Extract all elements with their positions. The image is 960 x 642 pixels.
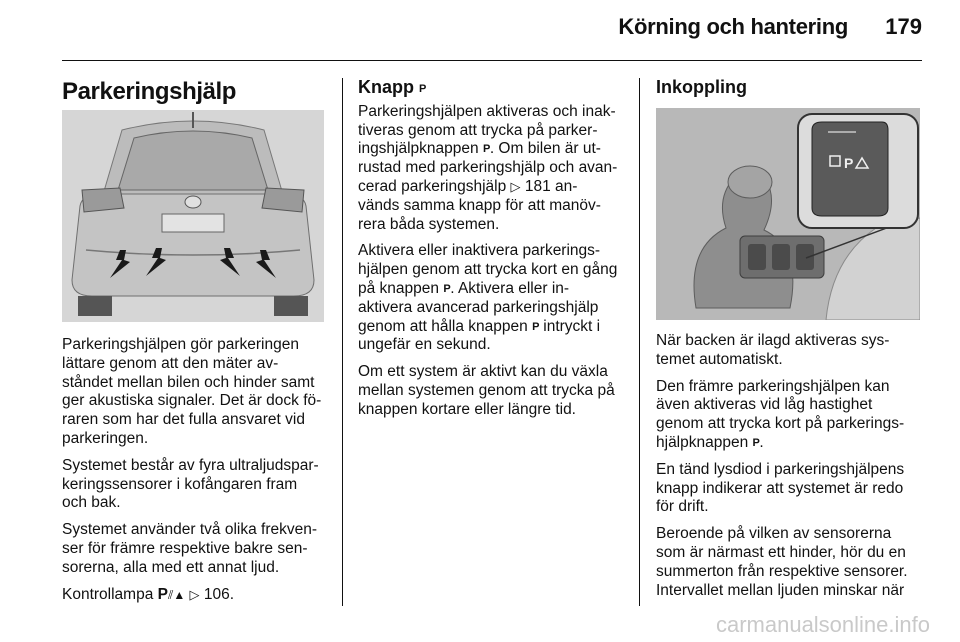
page-reference: 106. bbox=[203, 585, 235, 603]
text-span: . bbox=[759, 433, 764, 451]
page-heading: Parkeringshjälp bbox=[62, 78, 237, 105]
text-span: Parkeringshjälpen aktiveras och inak-tiveras genom att trycka på parker-ingshjälpknappen bbox=[358, 102, 616, 158]
lamp-label: Kontrollampa bbox=[62, 585, 154, 603]
paragraph: En tänd lysdiod i parkeringshjälpens knapp indikerar att systemet är redo för drift. bbox=[656, 460, 905, 516]
reference-arrow-icon: ▷ bbox=[189, 586, 200, 602]
reference-arrow-icon: ▷ bbox=[510, 178, 521, 194]
column-divider-1 bbox=[342, 78, 343, 606]
header-rule bbox=[62, 60, 922, 61]
text-span: vänds samma knapp för att manöv-rera båda systemen. bbox=[358, 196, 601, 233]
parking-button-icon: P bbox=[752, 436, 760, 449]
car-rear-illustration bbox=[62, 110, 324, 322]
page-number: 179 bbox=[885, 14, 922, 39]
section-heading-inkoppling: Inkoppling bbox=[656, 77, 747, 97]
parking-button-icon: P bbox=[482, 143, 490, 156]
column-3 bbox=[656, 78, 922, 101]
paragraph bbox=[656, 378, 922, 453]
column-3-text bbox=[656, 332, 922, 608]
column-divider-2 bbox=[639, 78, 640, 606]
parking-button-icon: P bbox=[532, 320, 539, 333]
console-button-illustration bbox=[656, 108, 920, 320]
paragraph: Systemet består av fyra ultraljudspar-keringssensorer i kofångaren fram och bak. bbox=[62, 456, 319, 512]
paragraph bbox=[358, 103, 622, 235]
parking-button-icon: P bbox=[419, 83, 426, 95]
paragraph: Om ett system är aktivt kan du växla mellan systemen genom att trycka på knappen kortare eller längre tid. bbox=[358, 363, 615, 418]
svg-text:P: P bbox=[844, 155, 854, 171]
watermark: carmanualsonline.info bbox=[715, 612, 930, 637]
paragraph bbox=[62, 586, 326, 605]
parking-waves-icon: ᠋⫽▲ bbox=[167, 587, 186, 602]
column-2 bbox=[358, 78, 622, 428]
text-span: . Aktivera eller in-aktivera avancerad parkeringshjälp genom att hålla knappen bbox=[358, 279, 599, 335]
text-span: intryckt i ungefär en sekund. bbox=[358, 317, 601, 354]
paragraph: Parkeringshjälpen gör parkeringen lättare genom att den mäter av-ståndet mellan bilen och hinder samt ger akustiska signaler. Det är dock fö-raren som har det fulla ansvaret vid parkeringen. bbox=[62, 336, 322, 447]
paragraph: Systemet använder två olika frekven-ser för främre respektive bakre sen-sorerna, alla med ett annat ljud. bbox=[62, 521, 318, 576]
page-header-title: Körning och hantering bbox=[618, 14, 848, 39]
paragraph: När backen är ilagd aktiveras sys-temet automatiskt. bbox=[656, 332, 890, 368]
page-reference: 181 an- bbox=[524, 177, 578, 195]
text-span: Den främre parkeringshjälpen kan även aktiveras vid låg hastighet genom att trycka kort på parkerings-hjälpknappen bbox=[656, 377, 905, 451]
heading-text: Knapp bbox=[358, 77, 414, 97]
text-span: Aktivera eller inaktivera parkerings-hjälpen genom att trycka kort en gång på knappen bbox=[358, 242, 618, 297]
section-heading-knapp bbox=[358, 78, 622, 99]
parking-button-icon: P bbox=[443, 282, 451, 295]
column-1-text bbox=[62, 336, 326, 612]
paragraph: Beroende på vilken av sensorerna som är närmast ett hinder, hör du en summerton från respektive sensorer. Intervallet mellan ljuden minskar när bbox=[656, 525, 908, 599]
parking-lamp-icon: P bbox=[157, 585, 168, 603]
paragraph bbox=[358, 242, 622, 355]
text-span: . Om bilen är ut-rustad med parkeringshjälp och avan-cerad parkeringshjälp bbox=[358, 140, 618, 195]
